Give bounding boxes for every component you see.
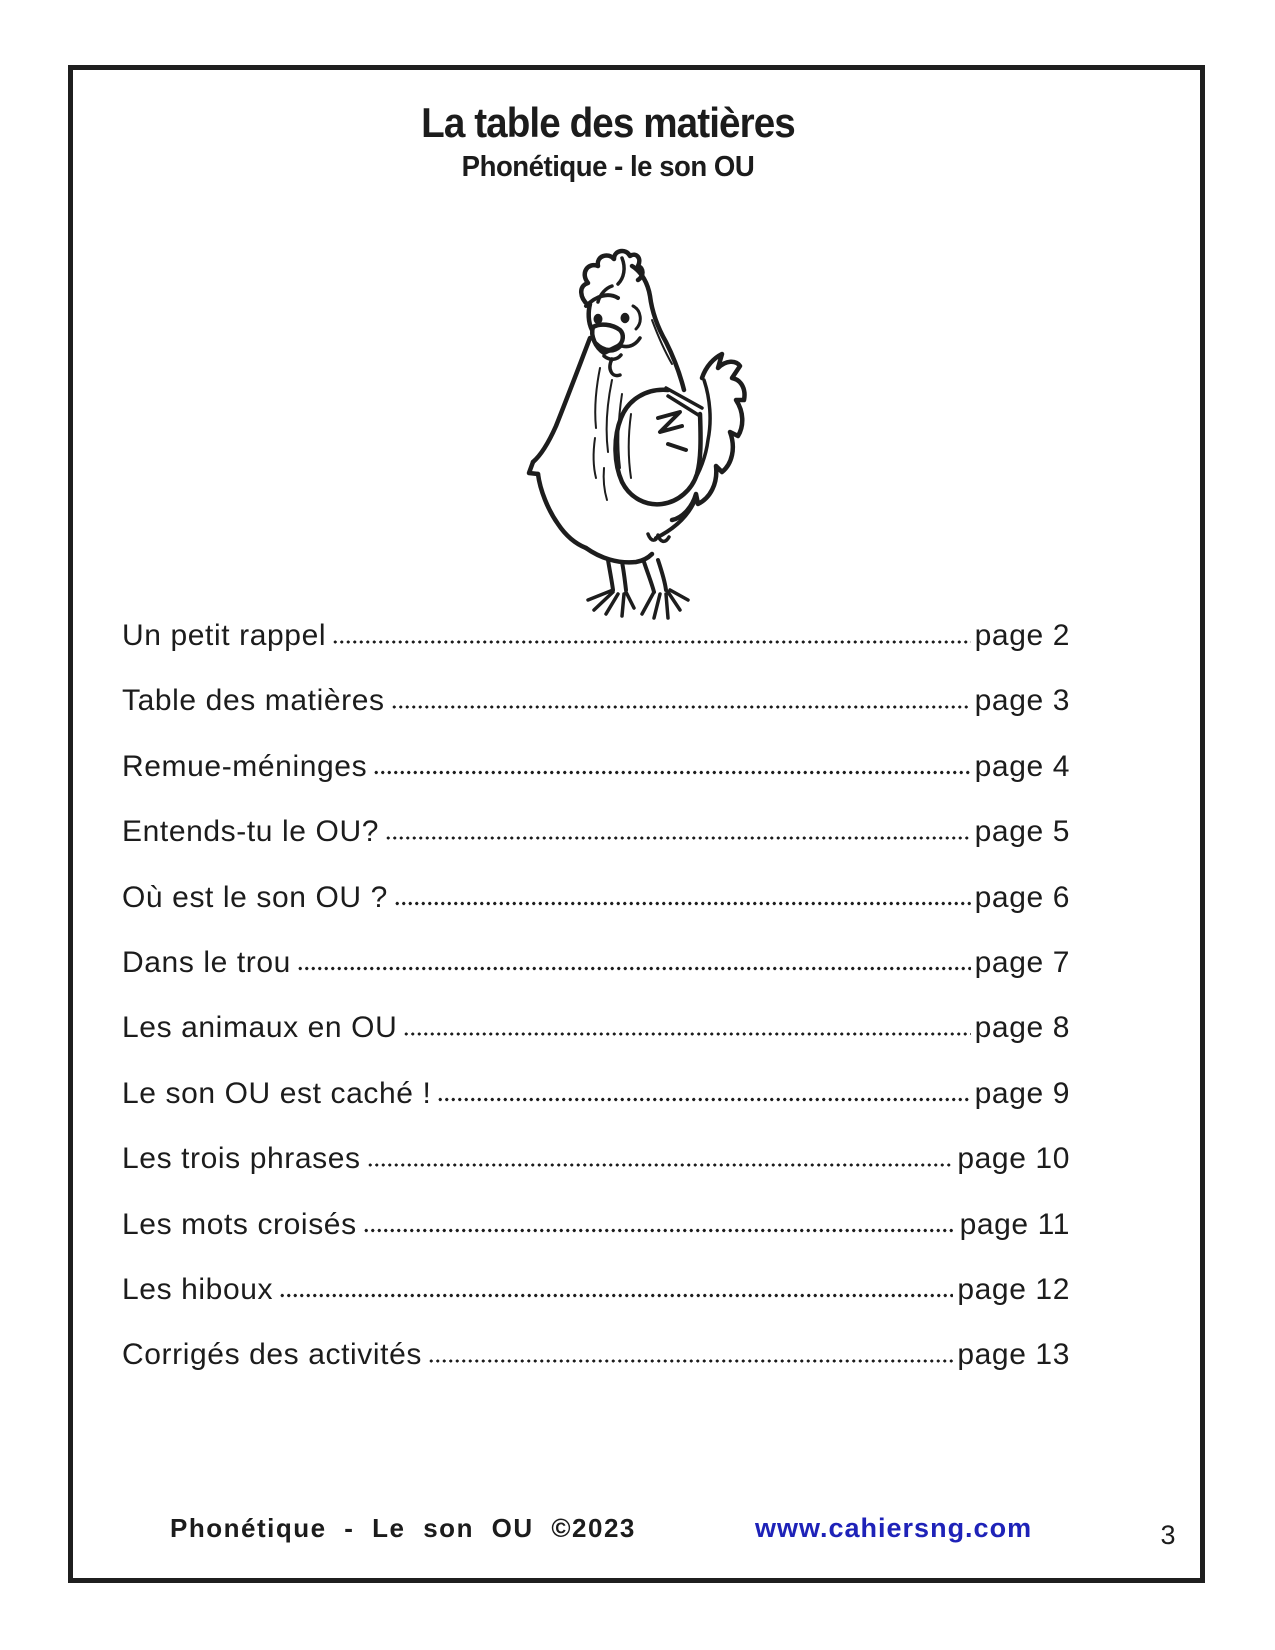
toc-entry-label: Le son OU est caché ! [122,1076,432,1110]
toc-entry-label: Les mots croisés [122,1207,357,1241]
toc-entry-page: page 8 [974,1011,1070,1045]
toc-leader-dots [373,768,970,776]
toc-entry-page: page 3 [974,684,1070,718]
page-subtitle: Phonétique - le son OU [461,151,755,183]
toc-entry [122,1068,1070,1133]
toc-entry-label: Corrigés des activités [122,1338,422,1372]
toc-entry-label: Les trois phrases [122,1142,361,1176]
footer-website-link[interactable]: www.cahiersng.com [755,1513,1033,1543]
toc-leader-dots [297,964,971,972]
toc-entry-label: Les animaux en OU [122,1011,398,1045]
toc-entry-label: Table des matières [122,684,385,718]
toc-entry-label: Remue-méninges [122,749,368,783]
toc-leader-dots [367,1160,954,1168]
toc-entry-page: page 6 [974,880,1070,914]
footer-workbook-title: Phonétique - Le son OU ©2023 [170,1513,636,1543]
toc-entry [122,741,1070,806]
toc-entry-page: page 9 [974,1076,1070,1110]
toc-leader-dots [428,1356,953,1364]
toc-leader-dots [363,1226,956,1234]
toc-entry-page: page 4 [974,749,1070,783]
table-of-contents [122,610,1070,1395]
toc-entry [122,1199,1070,1264]
toc-entry-page: page 13 [957,1338,1070,1372]
toc-entry-page: page 12 [957,1272,1070,1306]
toc-entry [122,1329,1070,1394]
toc-entry-page: page 5 [974,815,1070,849]
toc-entry-label: Où est le son OU ? [122,880,388,914]
toc-entry [122,1264,1070,1329]
toc-entry-page: page 11 [959,1207,1070,1241]
toc-entry-label: Un petit rappel [122,619,327,652]
toc-entry [122,872,1070,937]
page-title: La table des matières [421,99,795,146]
toc-entry [122,1133,1070,1198]
toc-leader-dots [437,1095,970,1103]
toc-entry [122,675,1070,740]
toc-leader-dots [279,1291,953,1299]
toc-entry-page: page 10 [957,1142,1070,1176]
toc-leader-dots [391,702,971,710]
toc-entry-label: Entends-tu le OU? [122,815,379,849]
page-number: 3 [1160,1520,1176,1550]
toc-entry-page: page 2 [974,619,1070,652]
toc-entry [122,610,1070,675]
toc-leader-dots [394,899,971,907]
toc-entry [122,1002,1070,1067]
toc-leader-dots [332,637,971,645]
chicken-illustration [500,228,760,628]
toc-entry [122,937,1070,1002]
toc-leader-dots [403,1029,970,1037]
toc-entry [122,806,1070,871]
toc-entry-label: Les hiboux [122,1272,274,1306]
toc-leader-dots [385,833,971,841]
toc-entry-page: page 7 [974,945,1070,979]
toc-entry-label: Dans le trou [122,945,291,979]
